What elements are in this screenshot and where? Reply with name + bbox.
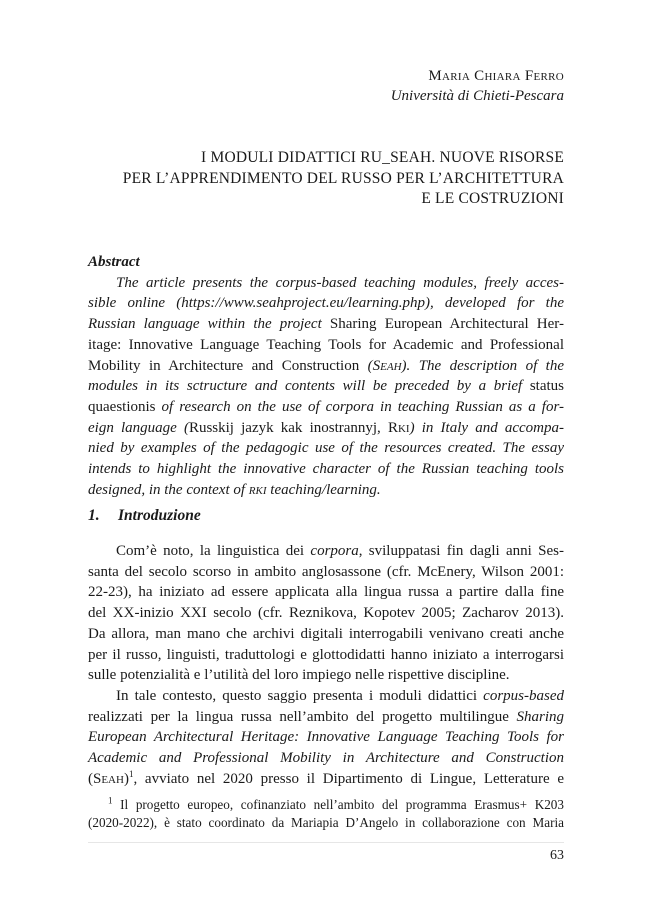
title-line: I MODULI DIDATTICI RU_SEAH. NUOVE RISORSE	[201, 149, 564, 166]
body-line: European Architectural Heritage: Innovative Language Teaching Tools for	[88, 729, 564, 746]
abstract	[88, 252, 564, 500]
footnote-line: (2020-2022), è stato coordinato da Mariapia D’Angelo in collaborazione con Maria	[88, 815, 564, 830]
page-number: 63	[550, 848, 564, 863]
section-number: 1.	[88, 507, 100, 524]
abstract-line: intends to highlight the innovative character of the Russian teaching tools	[88, 461, 564, 478]
body-line: Da allora, man mano che archivi digitali interrogabili venivano creati anche	[88, 625, 564, 642]
abstract-line: nied by examples of the pedagogic use of the resources created. The essay	[88, 440, 564, 457]
body-line: sulle potenzialità e l’utilità del loro impiego nelle rispettive discipline.	[88, 667, 510, 684]
title-line: E LE COSTRUZIONI	[421, 190, 564, 207]
abstract-line: Mobility in Architecture and Construction (Seah). The description of the	[88, 357, 564, 374]
footer-divider	[88, 842, 564, 843]
body-line: Com’è noto, la linguistica dei corpora, sviluppatasi fin dagli anni Ses-	[116, 543, 564, 559]
footnote	[88, 796, 564, 832]
footnote-mark: 1	[108, 795, 113, 806]
body-line: per il russo, linguisti, traduttologi e glottodidatti hanno iniziato a interrogarsi	[88, 646, 564, 663]
abstract-line: itage: Innovative Language Teaching Tools for Academic and Professional	[88, 336, 564, 353]
abstract-line: modules in its sctructure and contents will be preceded by a brief status	[88, 378, 565, 395]
body-line: Academic and Professional Mobility in Architecture and Construction	[88, 750, 564, 767]
abstract-line: Russian language within the project Sharing European Architectural Her-	[88, 316, 564, 333]
body-line: (Seah)$^1$, avviato nel 2020 presso il Dipartimento di Lingue, Letterature e	[88, 768, 564, 787]
footnote-ref: 1	[128, 768, 134, 779]
author-affiliation: Università di Chieti-Pescara	[390, 88, 564, 104]
abstract-line: designed, in the context of rki teaching/learning.	[88, 481, 381, 498]
abstract-line: eign language (Russkij jazyk kak inostrannyj, Rki) in Italy and accompa-	[88, 419, 564, 436]
author-name: Maria Chiara Ferro	[428, 68, 564, 84]
body-line: 22-23), ha iniziato ad essere applicata alla lingua russa a partire dalla fine	[88, 584, 564, 601]
abstract-line: quaestionis of research on the use of corpora in teaching Russian as a for-	[88, 398, 564, 415]
abstract-heading: Abstract	[88, 254, 140, 270]
body-line: del XX-inizio XXI secolo (cfr. Reznikova, Kopotev 2005; Zacharov 2013).	[88, 605, 564, 622]
body-line: In tale contesto, questo saggio presenta i moduli didattici corpus-based	[116, 687, 564, 704]
section-title: Introduzione	[118, 507, 201, 524]
body-line: realizzati per la lingua russa nell’ambito del progetto multilingue Sharing	[88, 708, 564, 725]
paper-title	[123, 148, 564, 210]
title-line: PER L’APPRENDIMENTO DEL RUSSO PER L’ARCHITETTURA	[122, 169, 564, 187]
abstract-line: sible online (https://www.seahproject.eu/learning.php), developed for the	[88, 295, 564, 312]
footnote-line: $^1$ Il progetto europeo, cofinanziato nell’ambito del programma Erasmus+ K203	[108, 795, 564, 812]
author-block	[391, 66, 564, 106]
body-line: santa del secolo scorso in ambito anglosassone (cfr. McEnery, Wilson 2001:	[88, 563, 564, 580]
section-heading	[88, 507, 201, 525]
abstract-line: The article presents the corpus-based teaching modules, freely acces-	[116, 274, 564, 291]
introduction-body	[88, 541, 564, 789]
